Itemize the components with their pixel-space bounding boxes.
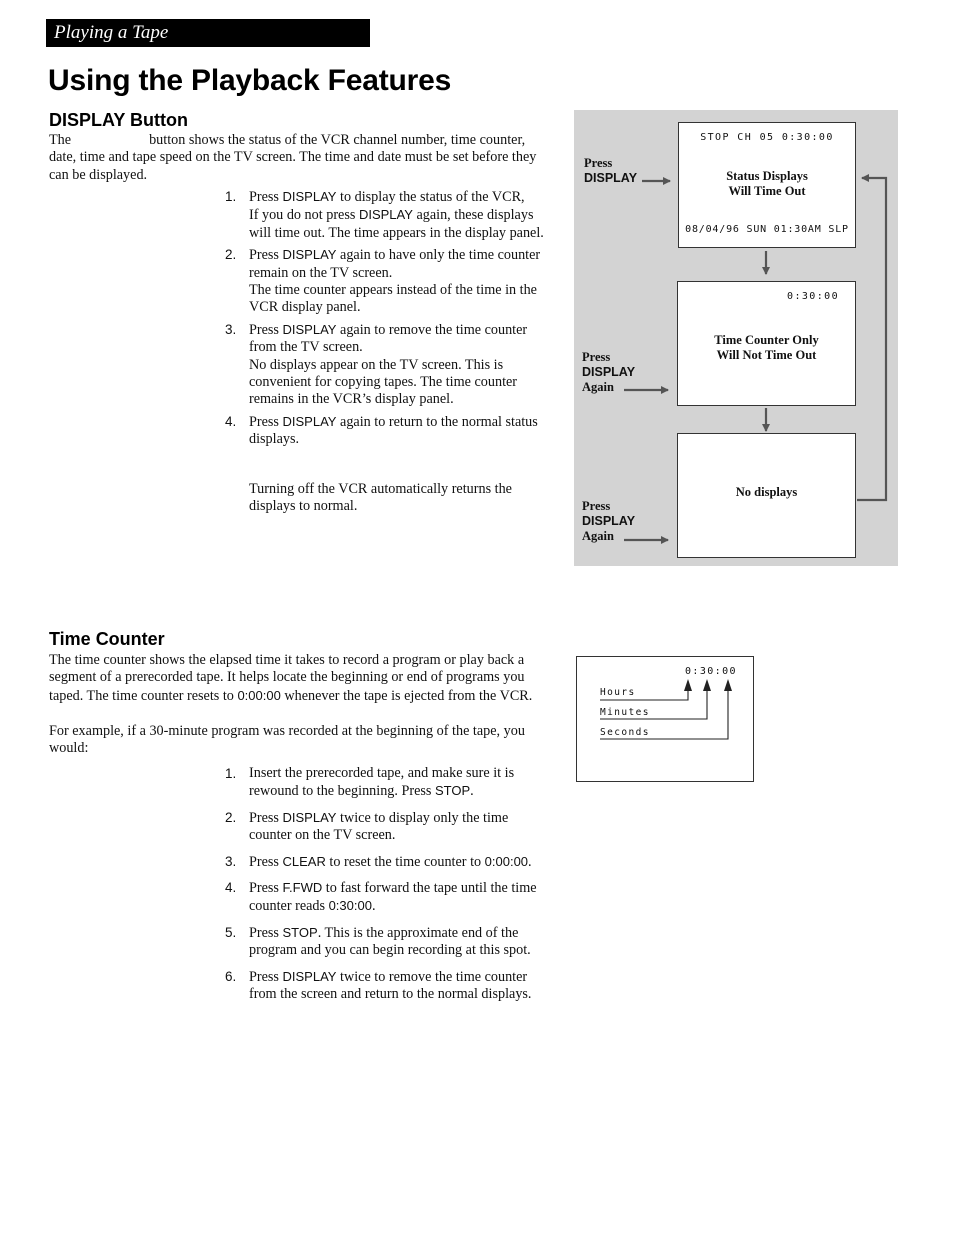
text-run: .: [470, 783, 474, 800]
step-text: [249, 413, 547, 449]
text-run: Insert the prerecorded tape, and make sure it is rewound to the beginning. Press: [249, 765, 515, 800]
step-number: 1.: [225, 189, 237, 204]
text-run: Press: [249, 924, 283, 941]
no-displays-message: No displays: [735, 485, 798, 499]
counter-message-2: Will Not Time Out: [716, 348, 817, 362]
text-run: twice to display only the time counter on the TV screen.: [249, 809, 509, 844]
list-item: [225, 321, 547, 409]
key-name: DISPLAY: [282, 247, 337, 263]
text-run: Press: [249, 189, 283, 205]
list-item: [225, 246, 547, 317]
text-run: whenever the tape is ejected from the VCR.: [280, 687, 533, 704]
list-item: [225, 809, 547, 845]
text-run: again to have only the time counter remain on the TV screen.: [249, 247, 541, 281]
step-text: [249, 282, 547, 317]
key-name: CLEAR: [282, 853, 326, 869]
step-number: 4.: [225, 880, 237, 896]
list-item: [225, 853, 547, 871]
step-text: [249, 879, 547, 916]
time-counter-example: For example, if a 30-minute program was recorded at the beginning of the tape, you would:: [49, 723, 525, 757]
list-item: [225, 879, 547, 916]
press-text: Press: [584, 156, 613, 170]
key-name: 0:00:00: [484, 853, 529, 869]
minutes-label: Minutes: [600, 707, 650, 718]
text-run: to reset the time counter to: [325, 853, 485, 870]
time-counter-heading: Time Counter: [49, 629, 165, 649]
display-steps-list: [225, 188, 547, 449]
text-run: to display the status of the VCR,: [336, 189, 525, 205]
step-text: [249, 765, 547, 801]
status-bottom-line: 08/04/96 SUN 01:30AM SLP: [685, 224, 849, 235]
return-arrow-icon: [857, 178, 886, 500]
step-text: [249, 246, 547, 282]
key-name: STOP: [282, 924, 318, 940]
display-diagram: [574, 110, 898, 566]
step-number: 4.: [225, 413, 237, 429]
text-run: The time counter shows the elapsed time it takes to record a program or play back a segment of a prerecorded tape. It helps locate the beginning or end of programs you taped. The time counter resets to: [49, 652, 525, 704]
section-header: Playing a Tape: [46, 19, 370, 47]
step-text: [249, 357, 547, 409]
text-run: .: [528, 853, 532, 870]
step-number: 3.: [225, 321, 237, 337]
text-run: The time counter appears instead of the time in the VCR display panel.: [249, 282, 537, 316]
counter-pointer-lines: [577, 657, 755, 783]
list-item: [225, 924, 547, 960]
key-name: STOP: [435, 783, 471, 799]
display-key-text: DISPLAY: [584, 171, 638, 185]
step-number: 1.: [225, 766, 237, 781]
step-text: [249, 853, 547, 871]
key-name: DISPLAY: [282, 413, 337, 429]
text-run: Press: [249, 321, 283, 338]
display-key-text: DISPLAY: [582, 514, 636, 528]
step-text: [249, 188, 547, 206]
press-text: Press: [582, 350, 611, 364]
text-run: twice to remove the time counter from the screen and return to the normal displays.: [249, 968, 532, 1003]
display-button-heading: DISPLAY Button: [49, 110, 189, 130]
text-run: Press: [249, 247, 283, 264]
key-name: DISPLAY: [282, 189, 337, 204]
text-run: Press: [249, 853, 283, 870]
text-run: If you do not press: [249, 207, 359, 224]
again-text: Again: [582, 529, 614, 543]
step-text: [249, 968, 547, 1004]
display-intro-pre: The: [49, 132, 72, 148]
key-name: 0:30:00: [328, 898, 372, 914]
text-run: to fast forward the tape until the time counter reads: [249, 880, 537, 915]
hours-label: Hours: [600, 687, 636, 698]
text-run: . This is the approximate end of the program and you can begin recording at this spot.: [249, 924, 531, 959]
step-text: [249, 924, 547, 960]
time-counter-intro: [49, 652, 546, 705]
text-run: Press: [249, 880, 283, 897]
list-item: [225, 765, 547, 801]
list-item: [225, 968, 547, 1004]
key-name: DISPLAY: [282, 968, 337, 984]
key-name: 0:00:00: [237, 687, 281, 703]
text-run: Press: [249, 809, 283, 826]
hours-pointer-icon: [600, 681, 688, 700]
display-key-text: DISPLAY: [582, 365, 636, 379]
status-top-line: STOP CH 05 0:30:00: [700, 132, 834, 143]
diagram-arrows: [574, 110, 898, 566]
text-run: again, these displays will time out. The time appears in the display panel.: [249, 207, 544, 241]
list-item: [225, 413, 547, 449]
arrow-up-icon: [703, 679, 711, 691]
step-number: 6.: [225, 968, 237, 984]
display-intro-post: button shows the status of the VCR channel number, time counter, date, time and tape speed on the TV screen. The time and date must be set before they can be displayed.: [49, 132, 537, 183]
step-number: 3.: [225, 853, 237, 869]
seconds-label: Seconds: [600, 727, 650, 738]
list-item: [225, 188, 547, 242]
text-run: again to remove the time counter from the TV screen.: [249, 321, 528, 356]
text-run: .: [371, 898, 376, 915]
page-title: Using the Playback Features: [48, 64, 452, 97]
step-text: [249, 321, 547, 357]
step-number: 2.: [225, 809, 237, 825]
key-name: DISPLAY: [358, 207, 413, 223]
time-counter-steps-list: [225, 765, 547, 1003]
step-text: [249, 206, 547, 242]
display-note: Turning off the VCR automatically returns the displays to normal.: [249, 481, 512, 515]
text-run: No displays appear on the TV screen. This is convenient for copying tapes. The time counter remains in the VCR’s display panel.: [249, 356, 518, 408]
counter-diagram: [576, 656, 754, 782]
key-name: DISPLAY: [282, 809, 337, 825]
status-message-2: Will Time Out: [728, 184, 806, 198]
step-number: 5.: [225, 924, 237, 940]
text-run: again to return to the normal status displays.: [249, 413, 538, 448]
counter-top-line: 0:30:00: [787, 291, 839, 302]
arrow-up-icon: [684, 679, 692, 691]
again-text: Again: [582, 380, 614, 394]
step-text: [249, 809, 547, 845]
status-message-1: Status Displays: [726, 169, 808, 183]
text-run: Press: [249, 413, 283, 430]
step-number: 2.: [225, 247, 237, 263]
text-run: Press: [249, 968, 283, 985]
press-text: Press: [582, 499, 611, 513]
counter-readout: 0:30:00: [685, 666, 737, 677]
display-intro: [49, 132, 544, 184]
key-name: DISPLAY: [282, 321, 337, 337]
counter-message-1: Time Counter Only: [714, 333, 819, 347]
arrow-up-icon: [724, 679, 732, 691]
key-name: F.FWD: [282, 880, 323, 896]
